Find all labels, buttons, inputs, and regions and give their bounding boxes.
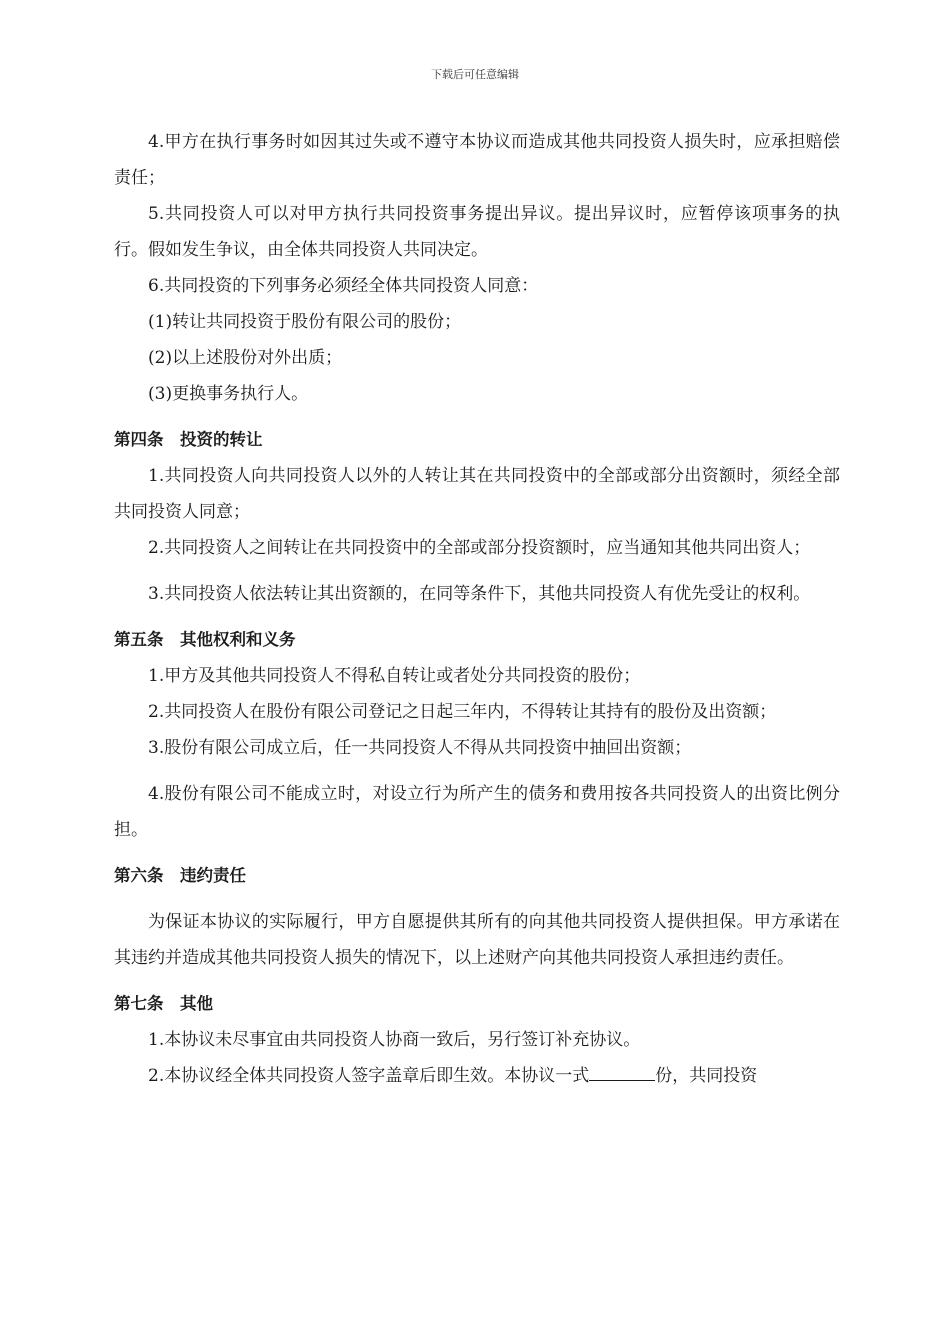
clause-5-item-3: 3.股份有限公司成立后，任一共同投资人不得从共同投资中抽回出资额； bbox=[148, 738, 692, 758]
clause-5-item-1: 1.甲方及其他共同投资人不得私自转让或者处分共同投资的股份； bbox=[148, 666, 641, 686]
clause-4-item-1: 1.共同投资人向共同投资人以外的人转让其在共同投资中的全部或部分出资额时，须经全部共同投资人同意； bbox=[114, 466, 840, 522]
copies-blank-line bbox=[589, 1062, 655, 1081]
clause-3-item-5: 5.共同投资人可以对甲方执行共同投资事务提出异议。提出异议时，应暂停该项事务的执行。假如发生争议，由全体共同投资人共同决定。 bbox=[114, 204, 840, 260]
clause-3-item-6-1: (1)转让共同投资于股份有限公司的股份； bbox=[148, 312, 462, 332]
clause-7-item-2 bbox=[114, 1058, 840, 1094]
clause-3-item-6-3: (3)更换事务执行人。 bbox=[148, 384, 309, 404]
clause-5-heading: 第五条 其他权利和义务 bbox=[114, 630, 296, 649]
clause-3-item-6: 6.共同投资的下列事务必须经全体共同投资人同意： bbox=[148, 276, 539, 296]
clause-4-heading: 第四条 投资的转让 bbox=[114, 430, 263, 449]
clause-7-item-1: 1.本协议未尽事宜由共同投资人协商一致后，另行签订补充协议。 bbox=[148, 1030, 641, 1050]
clause-3-item-6-2: (2)以上述股份对外出质； bbox=[148, 348, 343, 368]
clause-4-item-2: 2.共同投资人之间转让在共同投资中的全部或部分投资额时，应当通知其他共同出资人； bbox=[148, 538, 811, 558]
clause-5-item-4: 4.股份有限公司不能成立时，对设立行为所产生的债务和费用按各共同投资人的出资比例分担。 bbox=[114, 784, 840, 840]
clause-4-item-3: 3.共同投资人依法转让其出资额的，在同等条件下，其他共同投资人有优先受让的权利。 bbox=[148, 584, 811, 604]
clause-7-item-2-text-a: 2.本协议经全体共同投资人签字盖章后即生效。本协议一式 bbox=[148, 1066, 590, 1086]
clause-7-heading: 第七条 其他 bbox=[114, 994, 213, 1013]
clause-6-text: 为保证本协议的实际履行，甲方自愿提供其所有的向其他共同投资人提供担保。甲方承诺在其违约并造成其他共同投资人损失的情况下，以上述财产向其他共同投资人承担违约责任。 bbox=[114, 912, 840, 968]
clause-5-item-2: 2.共同投资人在股份有限公司登记之日起三年内，不得转让其持有的股份及出资额； bbox=[148, 702, 777, 722]
page-header: 下载后可任意编辑 bbox=[431, 68, 519, 81]
clause-6-heading: 第六条 违约责任 bbox=[114, 866, 246, 885]
clause-3-item-4: 4.甲方在执行事务时如因其过失或不遵守本协议而造成其他共同投资人损失时，应承担赔偿责任； bbox=[114, 132, 840, 188]
document-body bbox=[114, 124, 840, 1094]
clause-7-item-2-text-b: 份，共同投资 bbox=[655, 1066, 758, 1086]
